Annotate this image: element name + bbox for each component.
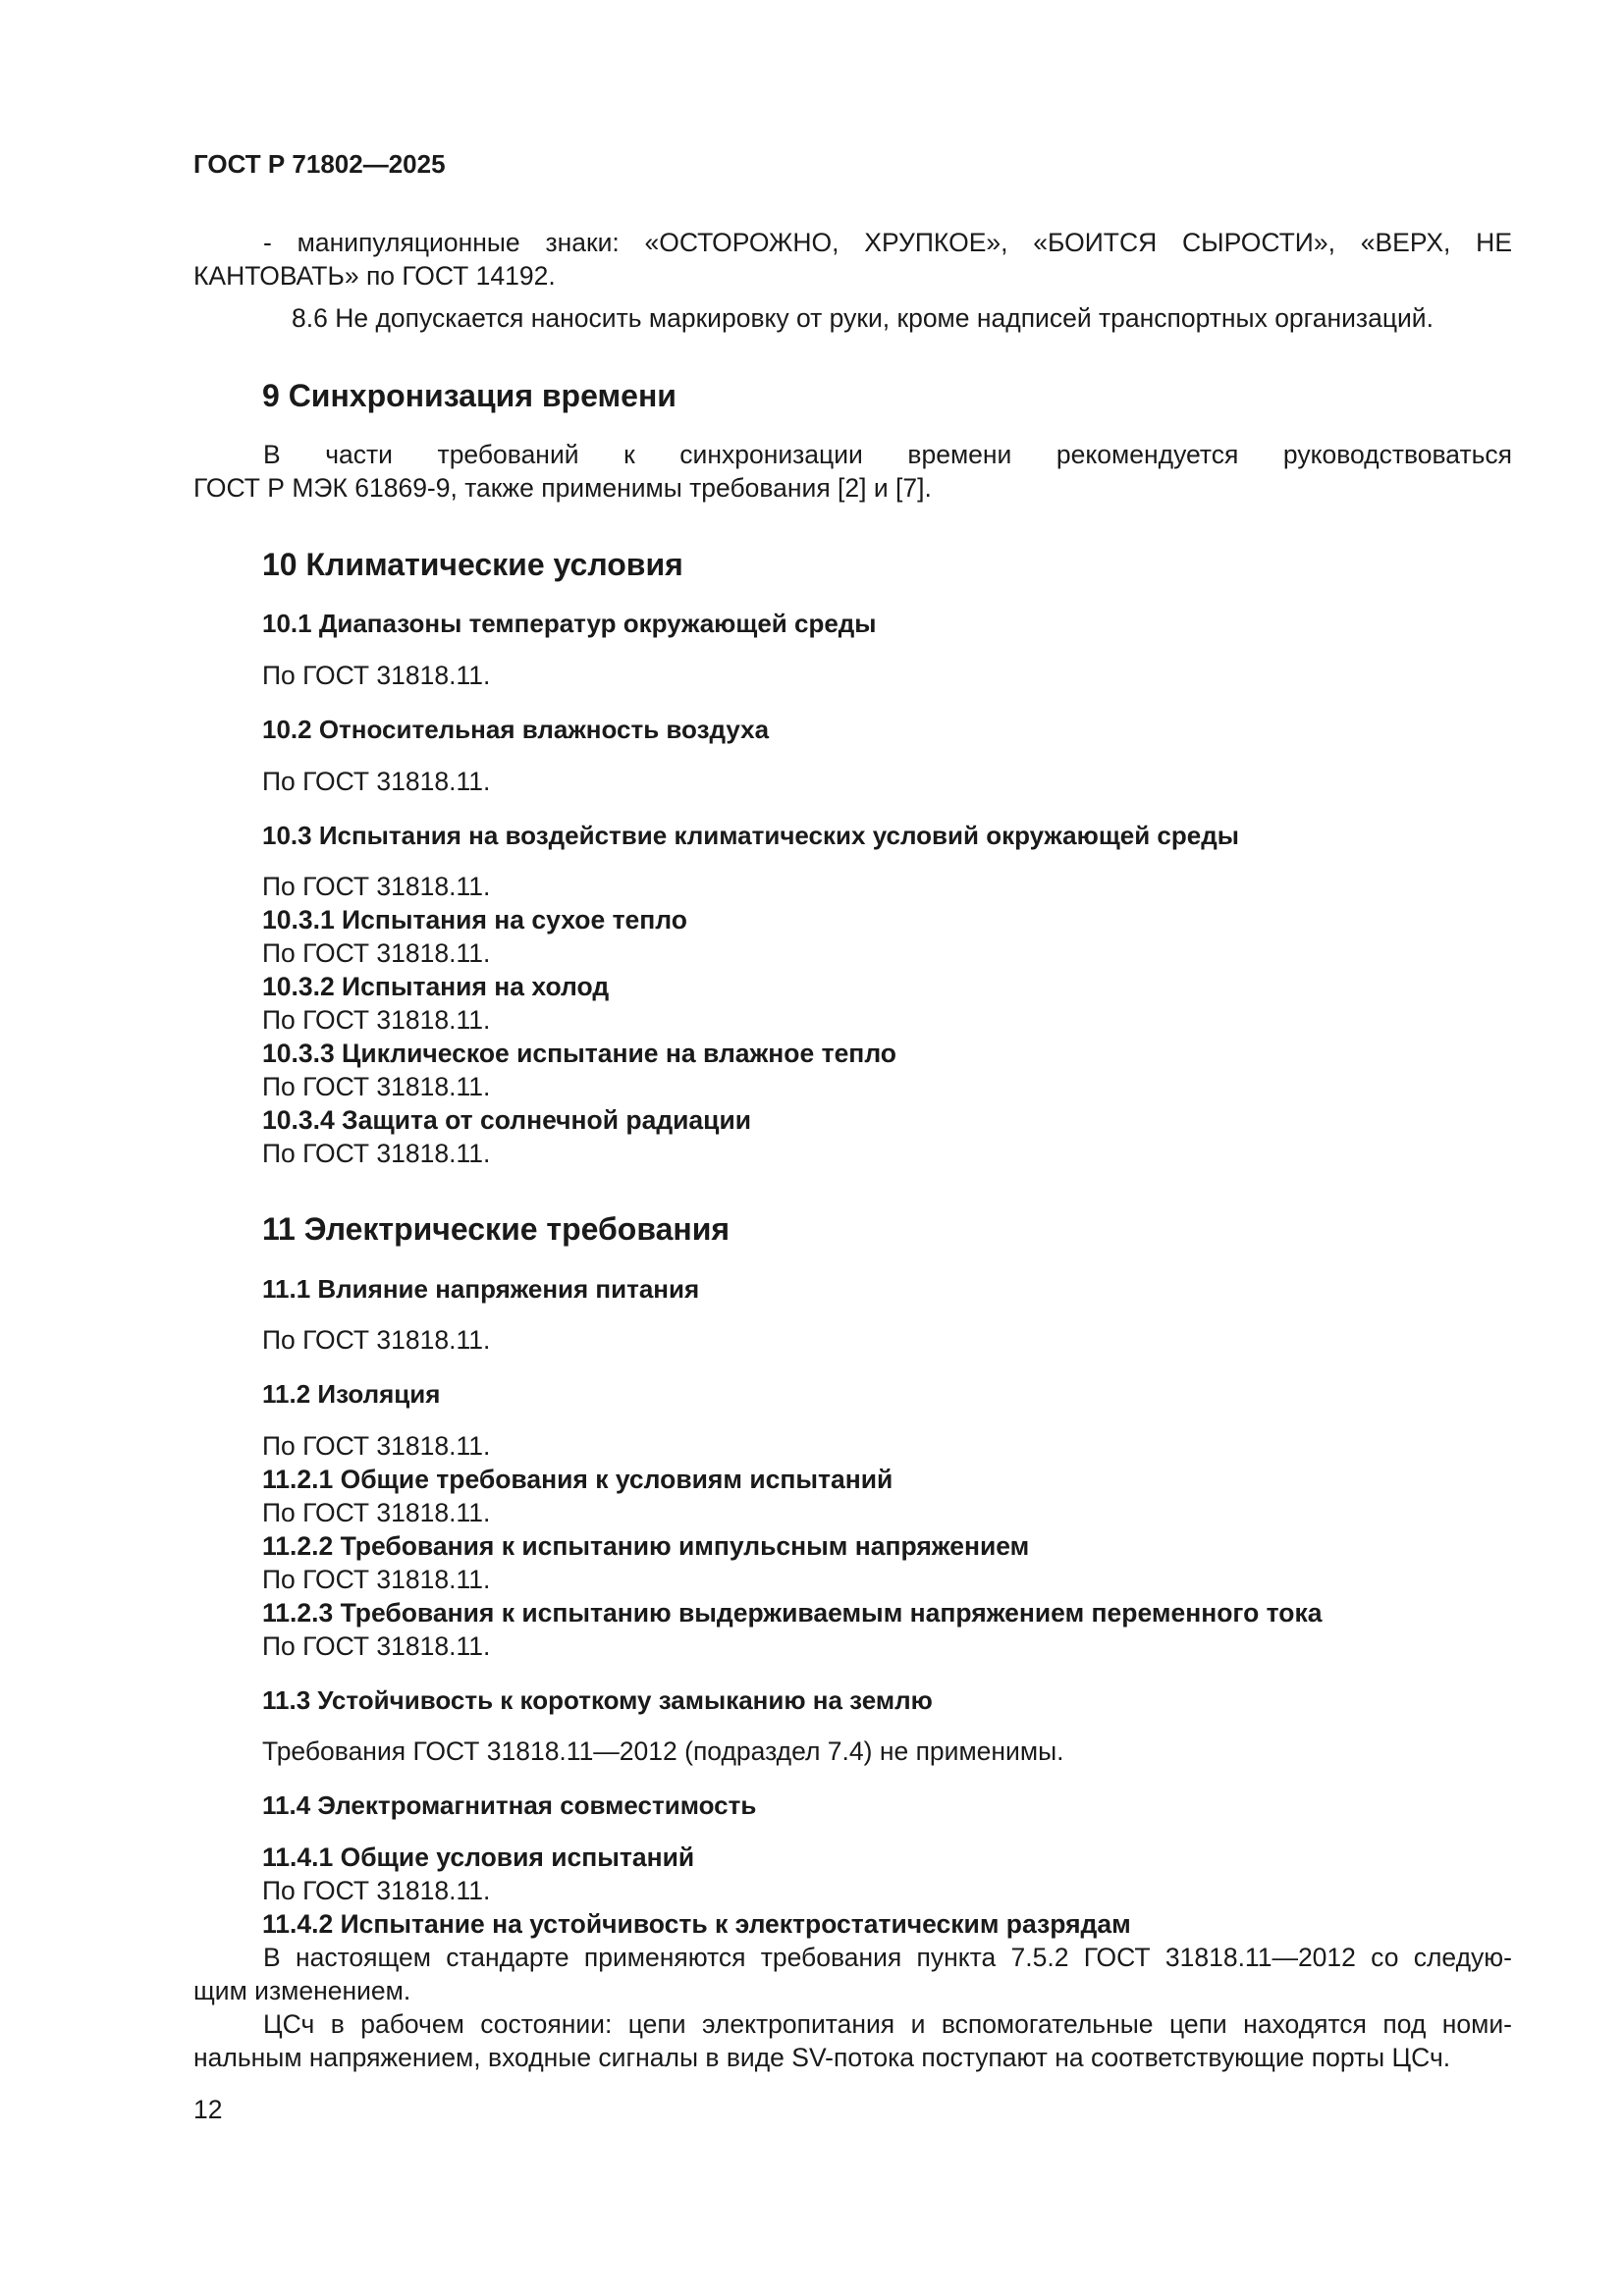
subsection-10-2-heading: 10.2 Относительная влажность воздуха <box>262 715 770 744</box>
item-10-3-2-text: По ГОСТ 31818.11. <box>262 1005 491 1035</box>
subsection-10-1-text: По ГОСТ 31818.11. <box>262 661 491 690</box>
item-10-3-2-heading: 10.3.2 Испытания на холод <box>262 972 610 1001</box>
subsection-10-1-heading: 10.1 Диапазоны температур окружающей среды <box>262 609 877 638</box>
item-10-3-1-text: По ГОСТ 31818.11. <box>262 938 491 968</box>
page-number: 12 <box>193 2095 223 2124</box>
subsection-10-2-text: По ГОСТ 31818.11. <box>262 767 491 796</box>
item-11-2-2-text: По ГОСТ 31818.11. <box>262 1565 491 1594</box>
item-11-4-2-heading: 11.4.2 Испытание на устойчивость к электростатическим разрядам <box>262 1909 1131 1939</box>
document-header: ГОСТ Р 71802—2025 <box>193 149 446 179</box>
subsection-11-3-text: Требования ГОСТ 31818.11—2012 (подраздел 7.4) не применимы. <box>262 1736 1064 1766</box>
paragraph-8-6: 8.6 Не допускается наносить маркировку от руки, кроме надписей транспортных организаций. <box>292 303 1434 333</box>
item-11-2-1-heading: 11.2.1 Общие требования к условиям испытаний <box>262 1465 893 1494</box>
item-11-2-3-heading: 11.2.3 Требования к испытанию выдерживаемым напряжением переменного тока <box>262 1598 1323 1628</box>
item-10-3-3-text: По ГОСТ 31818.11. <box>262 1072 491 1101</box>
item-11-4-2-paragraph-2: ЦСч в рабочем состоянии: цепи электропитания и вспомогательные цепи находятся под номи- нальным напряжением, входные сигналы в виде SV-потока поступают на соответствующие порты ЦСч. <box>193 2009 1512 2072</box>
subsection-10-3-text: По ГОСТ 31818.11. <box>262 872 491 901</box>
item-11-4-2-paragraph-1: В настоящем стандарте применяются требования пункта 7.5.2 ГОСТ 31818.11—2012 со следую- щим изменением. <box>193 1943 1512 2005</box>
section-9-heading: 9 Синхронизация времени <box>262 378 677 413</box>
item-10-3-1-heading: 10.3.1 Испытания на сухое тепло <box>262 905 687 934</box>
subsection-11-2-text: По ГОСТ 31818.11. <box>262 1431 491 1461</box>
section-11-heading: 11 Электрические требования <box>262 1211 731 1247</box>
paragraph-handling-marks: - манипуляционные знаки: «ОСТОРОЖНО, ХРУПКОЕ», «БОИТСЯ СЫРОСТИ», «ВЕРХ, НЕ КАНТОВАТЬ» по ГОСТ 14192. <box>193 228 1512 291</box>
item-10-3-4-text: По ГОСТ 31818.11. <box>262 1139 491 1168</box>
item-10-3-3-heading: 10.3.3 Циклическое испытание на влажное тепло <box>262 1039 896 1068</box>
subsection-11-1-text: По ГОСТ 31818.11. <box>262 1325 491 1355</box>
subsection-10-3-heading: 10.3 Испытания на воздействие климатических условий окружающей среды <box>262 821 1239 850</box>
section-10-heading: 10 Климатические условия <box>262 547 683 582</box>
item-11-2-1-text: По ГОСТ 31818.11. <box>262 1498 491 1527</box>
item-11-2-2-heading: 11.2.2 Требования к испытанию импульсным напряжением <box>262 1531 1030 1561</box>
section-9-paragraph: В части требований к синхронизации времени рекомендуется руководствоваться ГОСТ Р МЭК 61869-9, также применимы требования [2] и [7]. <box>193 440 1512 503</box>
subsection-11-1-heading: 11.1 Влияние напряжения питания <box>262 1274 700 1304</box>
subsection-11-3-heading: 11.3 Устойчивость к короткому замыканию на землю <box>262 1685 933 1715</box>
item-10-3-4-heading: 10.3.4 Защита от солнечной радиации <box>262 1105 752 1135</box>
item-11-4-1-heading: 11.4.1 Общие условия испытаний <box>262 1842 695 1872</box>
subsection-11-4-heading: 11.4 Электромагнитная совместимость <box>262 1790 757 1820</box>
item-11-4-1-text: По ГОСТ 31818.11. <box>262 1876 491 1905</box>
item-11-2-3-text: По ГОСТ 31818.11. <box>262 1631 491 1661</box>
subsection-11-2-heading: 11.2 Изоляция <box>262 1379 441 1409</box>
